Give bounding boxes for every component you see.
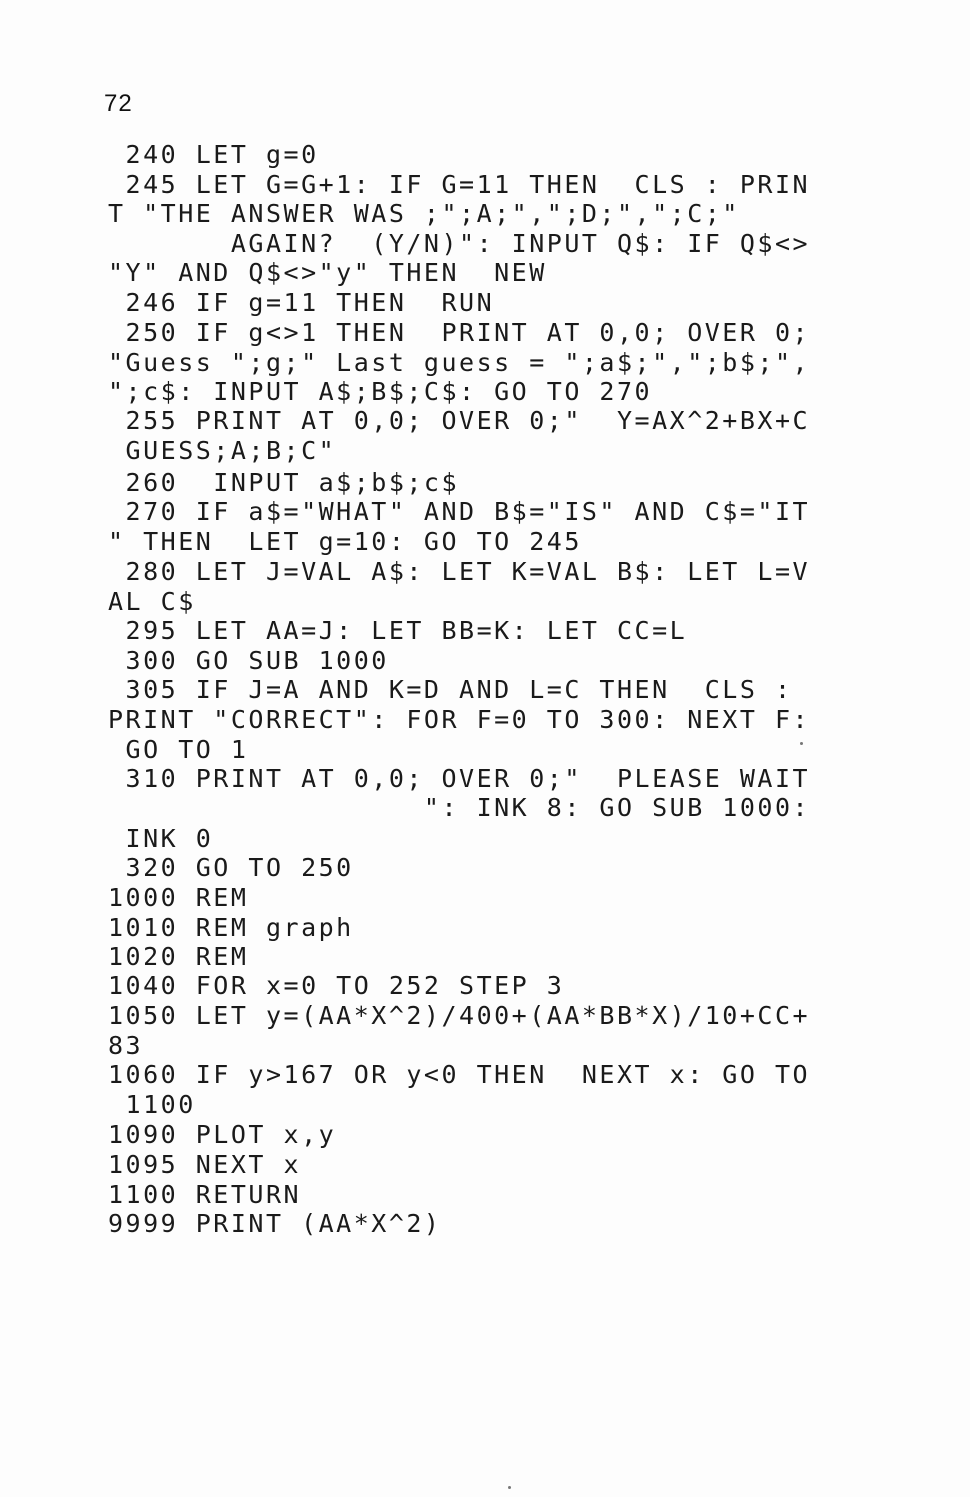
code-line: 245 LET G=G+1: IF G=11 THEN CLS : PRIN bbox=[108, 170, 811, 199]
code-line: 1040 FOR x=0 TO 252 STEP 3 bbox=[108, 971, 565, 1000]
code-line: 320 GO TO 250 bbox=[108, 853, 354, 882]
code-line: 270 IF a$="WHAT" AND B$="IS" AND C$="IT bbox=[108, 497, 811, 526]
code-line: GO TO 1 bbox=[108, 735, 249, 764]
code-line: "Guess ";g;" Last guess = ";a$;",";b$;", bbox=[108, 348, 811, 377]
code-line: AL C$ bbox=[108, 587, 196, 616]
code-line: GUESS;A;B;C" bbox=[108, 436, 337, 465]
code-line: 250 IF g<>1 THEN PRINT AT 0,0; OVER 0; bbox=[108, 318, 811, 347]
code-line: 1000 REM bbox=[108, 883, 249, 912]
code-line: "Y" AND Q$<>"y" THEN NEW bbox=[108, 258, 547, 287]
code-line: 1060 IF y>167 OR y<0 THEN NEXT x: GO TO bbox=[108, 1060, 811, 1089]
code-line: 255 PRINT AT 0,0; OVER 0;" Y=AX^2+BX+C bbox=[108, 406, 811, 435]
code-line: 240 LET g=0 bbox=[108, 140, 319, 169]
code-line: 310 PRINT AT 0,0; OVER 0;" PLEASE WAIT bbox=[108, 764, 811, 793]
code-line: 9999 PRINT (AA*X^2) bbox=[108, 1209, 442, 1238]
code-line: 1020 REM bbox=[108, 942, 249, 971]
code-line: 280 LET J=VAL A$: LET K=VAL B$: LET L=V bbox=[108, 557, 811, 586]
code-line: 1100 RETURN bbox=[108, 1180, 302, 1209]
code-line: AGAIN? (Y/N)": INPUT Q$: IF Q$<> bbox=[108, 229, 811, 258]
print-speck bbox=[800, 742, 803, 745]
code-line: INK 0 bbox=[108, 824, 214, 853]
code-line: ";c$: INPUT A$;B$;C$: GO TO 270 bbox=[108, 377, 653, 406]
print-speck bbox=[508, 1486, 511, 1489]
code-line: 1100 bbox=[108, 1090, 196, 1119]
code-line: 1010 REM graph bbox=[108, 913, 354, 942]
code-line: 246 IF g=11 THEN RUN bbox=[108, 288, 495, 317]
code-line: ": INK 8: GO SUB 1000: bbox=[108, 793, 811, 822]
code-line: 1095 NEXT x bbox=[108, 1150, 302, 1179]
code-line: " THEN LET g=10: GO TO 245 bbox=[108, 527, 582, 556]
code-line: 305 IF J=A AND K=D AND L=C THEN CLS : bbox=[108, 675, 793, 704]
code-line: 300 GO SUB 1000 bbox=[108, 646, 389, 675]
code-line: 1050 LET y=(AA*X^2)/400+(AA*BB*X)/10+CC+ bbox=[108, 1001, 811, 1030]
code-line: 260 INPUT a$;b$;c$ bbox=[108, 468, 460, 497]
code-line: 295 LET AA=J: LET BB=K: LET CC=L bbox=[108, 616, 688, 645]
code-line: 1090 PLOT x,y bbox=[108, 1120, 337, 1149]
code-line: 83 bbox=[108, 1031, 144, 1060]
code-line: T "THE ANSWER WAS ;";A;",";D;",";C;" bbox=[108, 199, 740, 228]
page-number: 72 bbox=[104, 90, 133, 117]
code-line: PRINT "CORRECT": FOR F=0 TO 300: NEXT F: bbox=[108, 705, 811, 734]
